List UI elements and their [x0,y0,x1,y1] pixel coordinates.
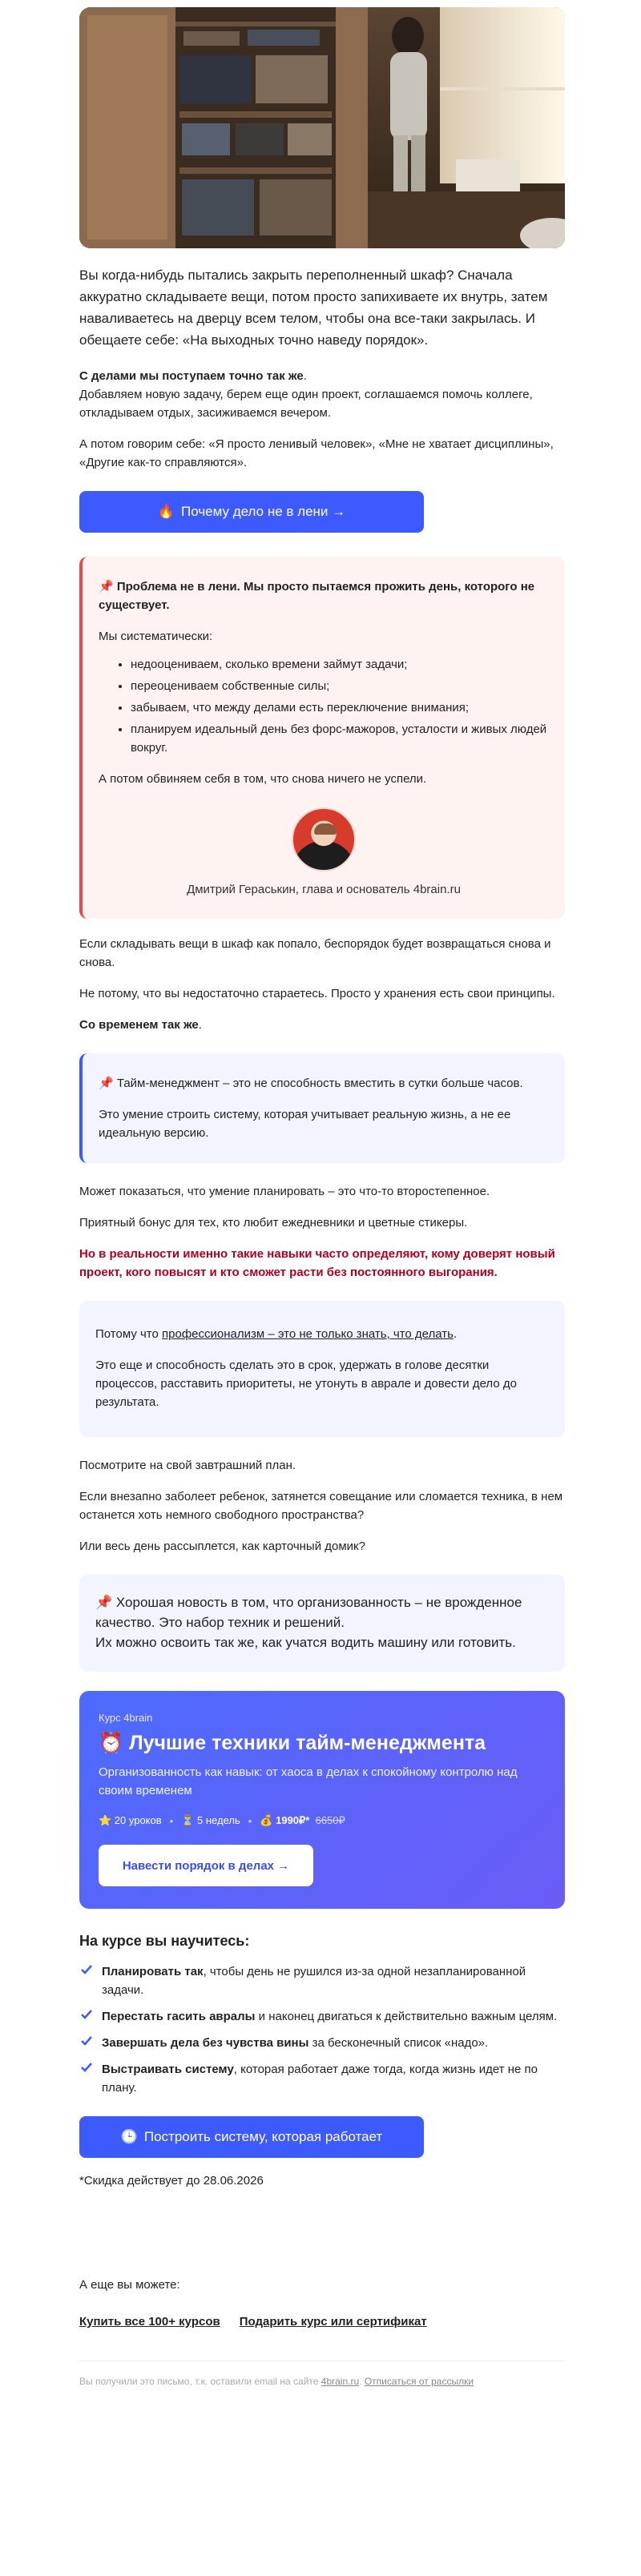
professionalism-p1-post: . [453,1327,458,1341]
good-news-card [79,1575,565,1672]
learn-list [79,1962,565,2097]
list-item: • переоцениваем собственные силы; [131,677,549,695]
intro-p2-rest: Добавляем новую задачу, берем еще один проект, соглашаемся помочь коллеге, откладываем отдых, засиживаемся вечером. [79,388,533,420]
mid2-paragraph-1: Может показаться, что умение планировать – это что-то второстепенное. [79,1185,490,1198]
learn-heading: На курсе вы научитесь: [79,1933,250,1949]
discount-note: *Скидка действует до 28.06.2026 [79,2174,264,2188]
learn-item-bold: Перестать гасить авралы [102,2010,256,2023]
avatar [292,807,356,871]
checkmark-icon [81,2009,92,2020]
time-management-card [79,1053,565,1163]
problem-card-title [99,578,549,614]
email-body [79,0,565,2419]
time-card-p2: Это умение строить систему, которая учитывает реальную жизнь, а не ее идеальную версию. [99,1108,511,1140]
professionalism-card [79,1301,565,1437]
list-item [79,2034,565,2052]
list-item [79,1962,565,1999]
author-block [99,807,549,871]
learn-item-rest: , чтобы день не рушился из-за одной незапланированной задачи. [102,1965,526,1997]
time-card-p1: 📌 Тайм-менеджмент – это не способность вместить в сутки больше часов. [99,1077,523,1090]
hero-illustration [79,7,565,248]
intro-lead: Вы когда-нибудь пытались закрыть переполненный шкаф? Сначала аккуратно складываете вещи, потом просто запихиваете их внутрь, затем наваливаетесь на дверцу всем телом, чтобы она все-таки закрылась. И обещаете себе: «На выходных точно наведу порядок». [79,268,548,348]
learn-item-bold: Планировать так [102,1965,204,1978]
problem-card [79,557,565,919]
list-item: • недооцениваем, сколько времени займут задачи; [131,655,549,674]
professionalism-p2: Это еще и способность сделать это в срок, удержать в голове десятки процессов, расставить приоритеты, не утонуть в аврале и довести дело до результата. [95,1358,517,1409]
list-item [79,2007,565,2026]
footer-text-separator: . [359,2376,365,2387]
why-not-lazy-button-label: Почему дело не в лени → [181,504,346,519]
footer-site-link[interactable]: 4brain.ru [320,2376,360,2387]
mid-paragraph-3: Со временем так же. [79,1018,202,1032]
learn-item-bold: Завершать дела без чувства вины [102,2036,309,2050]
buy-all-courses-link[interactable]: Купить все 100+ курсов [79,2315,220,2328]
build-system-button[interactable] [79,2116,424,2158]
mid2-red-paragraph: Но в реальности именно такие навыки часто определяют, кому доверят новый проект, кого повысят и кто сможет расти без постоянного выгорания. [79,1247,555,1279]
course-lessons: ⭐ 20 уроков [99,1814,162,1826]
learn-item-bold: Выстраивать систему [102,2063,234,2076]
checkmark-icon [81,2035,92,2047]
professionalism-p1 [95,1325,549,1343]
dot-separator: • [248,1814,252,1827]
footer [79,2361,565,2387]
money-bag-icon: 💰 [260,1814,273,1826]
course-weeks: ⏳ 5 недель [181,1814,240,1826]
course-old-price: 6650₽ [315,1814,345,1826]
course-kicker: Курс 4brain [99,1712,153,1724]
build-system-button-label: Построить систему, которая работает [143,2129,383,2144]
professionalism-p1-pre: Потому что [95,1327,163,1341]
course-subtitle: Организованность как навык: от хаоса в делах к спокойному контролю над своим временем [99,1765,518,1797]
course-title: ⏰ Лучшие техники тайм-менеджмента [99,1732,486,1754]
mid2-paragraph-2: Приятный бонус для тех, кто любит ежедневники и цветные стикеры. [79,1216,468,1230]
dot-separator: • [169,1814,174,1827]
learn-item-rest: за бесконечный список «надо». [308,2036,489,2050]
more-label: А еще вы можете: [79,2278,180,2292]
learn-item-rest: и наконец двигаться к действительно важным целям. [255,2010,558,2023]
list-item: • планируем идеальный день без форс-мажоров, усталости и живых людей вокруг. [131,720,549,757]
hero-image [79,7,565,248]
checkmark-icon [81,1964,92,1975]
professionalism-link[interactable]: профессионализм – это не только знать, что делать [162,1327,454,1341]
unsubscribe-link[interactable]: Отписаться от рассылки [364,2376,474,2387]
course-card [79,1691,565,1909]
fire-icon: 🔥 [157,504,175,519]
intro-paragraph-3: А потом говорим себе: «Я просто ленивый человек», «Мне не хватает дисциплины», «Другие как-то справляются». [79,437,554,469]
list-item: • забываем, что между делами есть переключение внимания; [131,698,549,717]
gift-course-link[interactable]: Подарить курс или сертификат [239,2315,427,2328]
more-links [79,2315,565,2328]
mid3-paragraph-3: Или весь день рассыплется, как карточный домик? [79,1540,365,1553]
mid-paragraph-3-bold: Со временем так же [79,1018,199,1032]
mid-paragraph-2: Не потому, что вы недостаточно стараетесь. Просто у хранения есть свои принципы. [79,987,555,1000]
course-cta-button[interactable]: Навести порядок в делах → [99,1845,313,1886]
mid-paragraph-1: Если складывать вещи в шкаф как попало, беспорядок будет возвращаться снова и снова. [79,937,551,969]
course-meta [99,1814,546,1827]
problem-card-outro: А потом обвиняем себя в том, что снова ничего не успели. [99,772,427,786]
problem-card-title-text: 📌 Проблема не в лени. Мы просто пытаемся прожить день, которого не существует. [99,580,535,612]
mid3-paragraph-2: Если внезапно заболеет ребенок, затянется совещание или сломается техника, в нем останется хоть немного свободного пространства? [79,1490,563,1522]
mid3-paragraph-1: Посмотрите на свой завтрашний план. [79,1459,296,1472]
learn-item-rest: , которая работает даже тогда, когда жизнь идет не по плану. [102,2063,538,2095]
author-caption: Дмитрий Гераськин, глава и основатель 4brain.ru [187,883,461,896]
good-news-line-2: Их можно освоить так же, как учатся водить машину или готовить. [95,1635,516,1650]
list-item [79,2060,565,2097]
problem-card-lead: Мы систематически: [99,630,213,643]
checkmark-icon [81,2062,92,2073]
course-price: 1990₽* [276,1814,310,1826]
clock-icon: 🕒 [120,2129,138,2144]
good-news-line-1: 📌 Хорошая новость в том, что организованность – не врожденное качество. Это набор техник и решений. [95,1595,522,1630]
footer-text: Вы получили это письмо, т.к. оставили email на сайте [79,2376,321,2387]
intro-paragraph-2: С делами мы поступаем точно так же. Добавляем новую задачу, берем еще один проект, соглашаемся помочь коллеге, откладываем отдых, засиживаемся вечером. [79,369,533,420]
intro-p2-bold: С делами мы поступаем точно так же [79,369,304,383]
why-not-lazy-button[interactable] [79,491,424,533]
problem-list [99,655,549,757]
